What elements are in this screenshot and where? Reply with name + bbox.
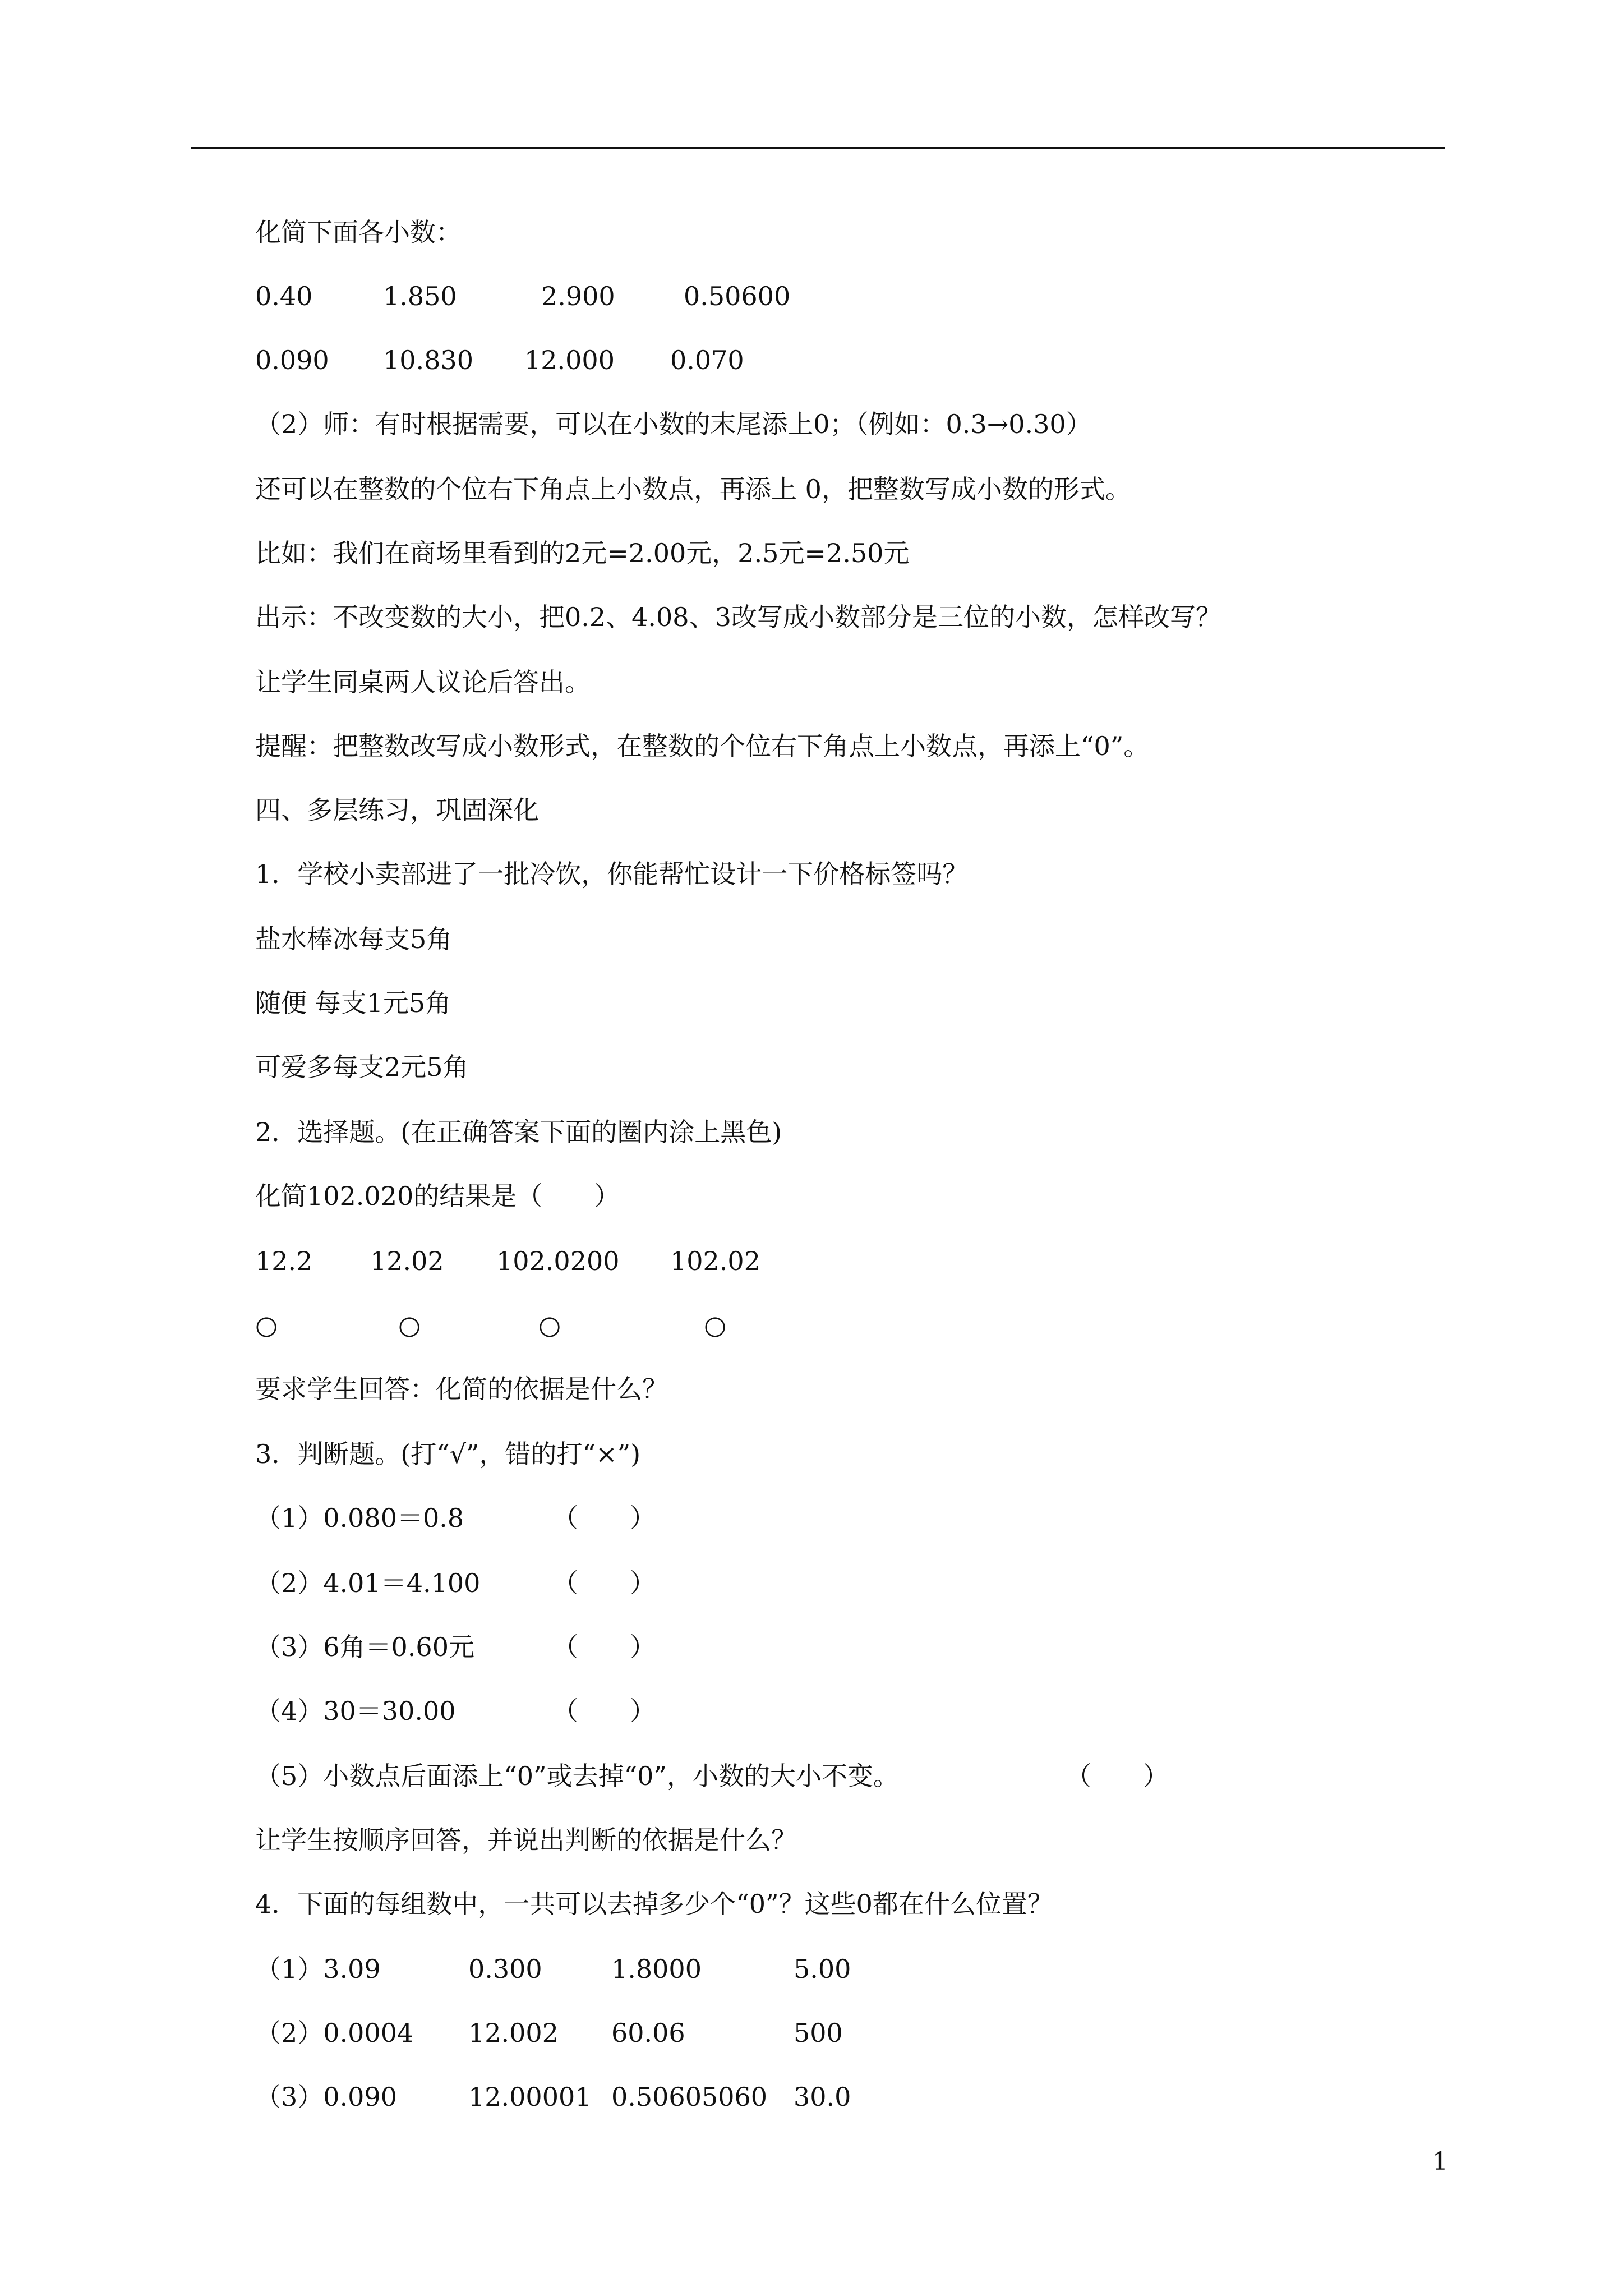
doc-line: 出示：不改变数的大小，把0.2、4.08、3改写成小数部分是三位的小数，怎样改写？ <box>255 602 1221 632</box>
doc-cell: 0.50605060 <box>611 2082 768 2112</box>
doc-line: 化简102.020的结果是（ ） <box>255 1181 620 1211</box>
doc-line: 4．下面的每组数中，一共可以去掉多少个“0”？这些0都在什么位置？ <box>255 1889 1053 1919</box>
doc-cell: 12.002 <box>468 2018 559 2048</box>
doc-cell: （1）0.080＝0.8 <box>255 1503 464 1533</box>
doc-cell: （1）3.09 <box>255 1954 381 1984</box>
doc-cell: 102.0200 <box>496 1246 620 1276</box>
doc-cell: 12.00001 <box>468 2082 592 2112</box>
doc-line: （2）师：有时根据需要，可以在小数的末尾添上0；（例如：0.3→0.30） <box>255 409 1092 439</box>
doc-line: 化简下面各小数： <box>255 217 462 247</box>
doc-line: 提醒：把整数改写成小数形式，在整数的个位右下角点上小数点，再添上“0”。 <box>255 731 1150 761</box>
doc-line: 还可以在整数的个位右下角点上小数点，再添上 0，把整数写成小数的形式。 <box>255 474 1131 504</box>
doc-cell: （ ） <box>1066 1761 1169 1791</box>
header-rule <box>191 147 1445 149</box>
doc-line: 比如：我们在商场里看到的2元=2.00元，2.5元=2.50元 <box>255 538 910 568</box>
doc-cell: 30.0 <box>794 2082 851 2112</box>
doc-line: 让学生按顺序回答，并说出判断的依据是什么？ <box>255 1825 797 1855</box>
page-number: 1 <box>1432 2147 1448 2176</box>
doc-line: 3．判断题。(打“√”，错的打“×”) <box>255 1439 641 1469</box>
doc-cell: 0.50600 <box>684 281 791 311</box>
doc-line: 可爱多每支2元5角 <box>255 1052 469 1082</box>
doc-line: 1．学校小卖部进了一批冷饮，你能帮忙设计一下价格标签吗？ <box>255 859 969 889</box>
doc-cell: （ ） <box>552 1632 656 1662</box>
doc-cell: （5）小数点后面添上“0”或去掉“0”，小数的大小不变。 <box>255 1761 899 1791</box>
doc-line: 2．选择题。(在正确答案下面的圈内涂上黑色) <box>255 1117 782 1147</box>
doc-line: 四、多层练习，巩固深化 <box>255 795 539 825</box>
doc-line: 随便 每支1元5角 <box>255 988 451 1018</box>
doc-line: 让学生同桌两人议论后答出。 <box>255 667 591 697</box>
doc-cell: 1.850 <box>383 281 457 311</box>
doc-cell: （3）0.090 <box>255 2082 397 2112</box>
doc-cell: 0.090 <box>255 345 329 375</box>
doc-line: 要求学生回答：化简的依据是什么？ <box>255 1374 668 1404</box>
doc-cell: 102.02 <box>670 1246 760 1276</box>
doc-cell: 2.900 <box>541 281 615 311</box>
doc-cell: （ ） <box>552 1696 656 1726</box>
doc-cell: （2）0.0004 <box>255 2018 414 2048</box>
doc-cell: 12.000 <box>524 345 615 375</box>
doc-cell: ○ <box>538 1310 561 1340</box>
doc-cell: 0.300 <box>468 1954 542 1984</box>
doc-cell: ○ <box>704 1310 727 1340</box>
doc-cell: （3）6角＝0.60元 <box>255 1632 474 1662</box>
doc-line: 盐水棒冰每支5角 <box>255 924 453 954</box>
doc-cell: 60.06 <box>611 2018 685 2048</box>
doc-cell: 1.8000 <box>611 1954 702 1984</box>
doc-cell: 10.830 <box>383 345 473 375</box>
doc-cell: 0.40 <box>255 281 313 311</box>
doc-cell: 5.00 <box>794 1954 851 1984</box>
doc-cell: 0.070 <box>670 345 744 375</box>
doc-cell: ○ <box>255 1310 278 1340</box>
doc-cell: （4）30＝30.00 <box>255 1696 456 1726</box>
doc-cell: （ ） <box>552 1503 656 1533</box>
doc-cell: 500 <box>794 2018 843 2048</box>
doc-cell: 12.02 <box>370 1246 444 1276</box>
doc-cell: （2）4.01＝4.100 <box>255 1568 481 1598</box>
doc-cell: （ ） <box>552 1568 656 1598</box>
doc-cell: ○ <box>398 1310 421 1340</box>
doc-cell: 12.2 <box>255 1246 313 1276</box>
